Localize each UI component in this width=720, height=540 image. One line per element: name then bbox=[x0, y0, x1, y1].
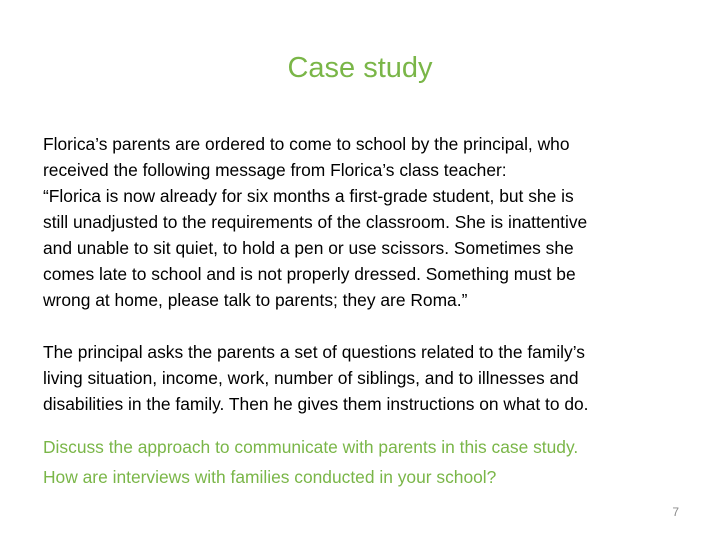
text-line: still unadjusted to the requirements of the classroom. She is inattentive bbox=[43, 212, 588, 232]
principal-paragraph bbox=[43, 339, 693, 417]
text-line: and unable to sit quiet, to hold a pen or use scissors. Sometimes she bbox=[43, 238, 574, 258]
text-line: disabilities in the family. Then he gives them instructions on what to do. bbox=[43, 394, 589, 414]
question-line: Discuss the approach to communicate with parents in this case study. bbox=[43, 437, 579, 457]
text-line: received the following message from Florica’s class teacher: bbox=[43, 160, 507, 180]
text-line: wrong at home, please talk to parents; they are Roma.” bbox=[43, 290, 468, 310]
case-description bbox=[43, 131, 693, 313]
text-line: comes late to school and is not properly dressed. Something must be bbox=[43, 264, 576, 284]
discussion-questions bbox=[43, 432, 693, 492]
text-line: “Florica is now already for six months a first-grade student, but she is bbox=[43, 186, 574, 206]
slide-number: 7 bbox=[672, 505, 679, 519]
question-line: How are interviews with families conducted in your school? bbox=[43, 467, 497, 487]
text-line: The principal asks the parents a set of questions related to the family’s bbox=[43, 342, 585, 362]
text-line: living situation, income, work, number of siblings, and to illnesses and bbox=[43, 368, 579, 388]
text-line: Florica’s parents are ordered to come to school by the principal, who bbox=[43, 134, 570, 154]
slide-title: Case study bbox=[287, 52, 433, 84]
